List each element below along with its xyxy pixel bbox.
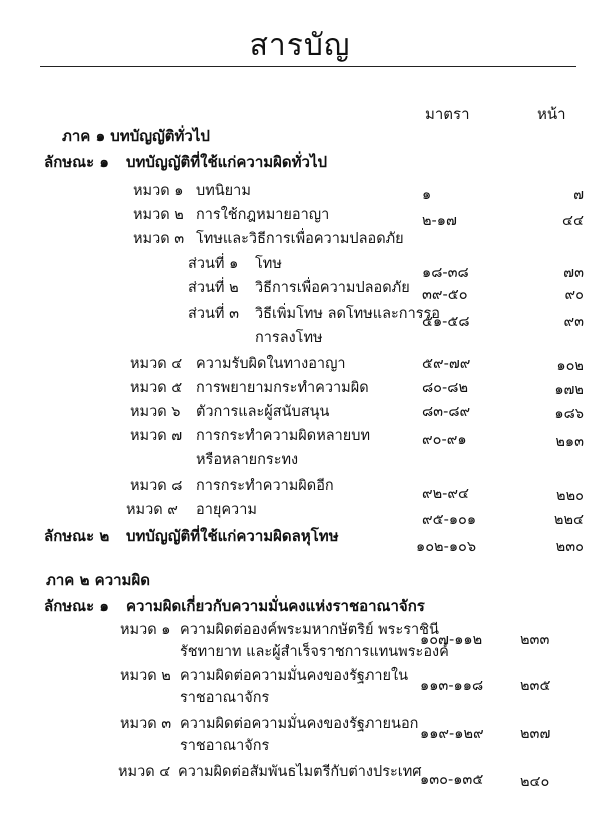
toc-line-chapter-4 — [0, 760, 600, 790]
chapter-text: ความผิดต่อองค์พระมหากษัตริย์ พระราชินี — [180, 622, 439, 638]
page-number: ๙๐ — [564, 287, 584, 303]
page-number: ๙๓ — [563, 314, 584, 330]
section-range: ๕๑-๕๘ — [422, 314, 470, 330]
chapter-label: หมวด ๗ — [130, 428, 183, 444]
toc-line-chapter-8 — [0, 474, 600, 504]
chapter-text: ตัวการและผู้สนับสนุน — [196, 404, 330, 420]
chapter-label: หมวด ๔ — [118, 764, 171, 780]
chapter-text: การกระทำความผิดหลายบท — [196, 428, 371, 444]
title-text: บทบัญญัติที่ใช้แก่ความผิดลหุโทษ — [126, 527, 339, 545]
subpart-label: ส่วนที่ ๑ — [188, 256, 239, 272]
section-range: ๑ — [422, 187, 432, 203]
subpart-text: วิธีเพิ่มโทษ ลดโทษและการรอ — [255, 306, 441, 322]
chapter-label: หมวด ๑ — [133, 183, 184, 199]
section-range: ๑๓๐-๑๓๕ — [420, 772, 484, 788]
chapter-text: ความรับผิดในทางอาญา — [196, 356, 346, 372]
page-number: ๗ — [573, 187, 584, 203]
toc-line-part-1 — [0, 124, 600, 146]
page-number: ๒๒๐ — [556, 488, 584, 504]
section-range: ๑๐๒-๑๐๖ — [416, 539, 477, 555]
chapter-text: การใช้กฎหมายอาญา — [196, 207, 330, 223]
continuation-text: หรือหลายกระทง — [196, 452, 299, 468]
section-range: ๕๙-๗๙ — [422, 356, 471, 372]
chapter-label: หมวด ๑ — [120, 622, 171, 638]
chapter-label: หมวด ๒ — [120, 668, 171, 684]
section-range: ๙๒-๙๔ — [422, 486, 470, 502]
section-range: ๘๓-๘๙ — [422, 404, 471, 420]
chapter-text: การพยายามกระทำความผิด — [196, 380, 369, 396]
continuation-text: รัชทายาท และผู้สำเร็จราชการแทนพระองค์ — [180, 644, 449, 660]
section-range: ๙๐-๙๑ — [422, 432, 467, 448]
continuation-text: ราชอาณาจักร — [180, 690, 270, 706]
chapter-label: หมวด ๕ — [130, 380, 183, 396]
title-text: บทบัญญัติที่ใช้แก่ความผิดทั่วไป — [126, 153, 328, 171]
toc-line-continuation — [0, 734, 600, 756]
section-range: ๘๐-๘๒ — [422, 380, 469, 396]
toc-line-chapter-5 — [0, 376, 600, 398]
section-range: ๓๙-๕๐ — [422, 287, 468, 303]
part-heading: ภาค ๑ บทบัญญัติทั่วไป — [62, 127, 210, 145]
section-range: ๑๑๙-๑๒๙ — [420, 726, 484, 742]
toc-line-continuation — [0, 326, 600, 348]
toc-line-continuation — [0, 640, 600, 662]
section-range: ๑๐๗-๑๑๒ — [420, 632, 483, 648]
chapter-label: หมวด ๒ — [133, 207, 184, 223]
section-range: ๙๕-๑๐๑ — [422, 512, 477, 528]
toc-line-chapter-4 — [0, 352, 600, 374]
toc-line-part-2 — [0, 568, 600, 590]
page-number: ๒๔๐ — [520, 774, 550, 790]
toc-line-continuation — [0, 448, 600, 470]
toc-line-chapter-9 — [0, 498, 600, 528]
page-number: ๑๐๒ — [556, 358, 584, 374]
chapter-text: การกระทำความผิดอีก — [196, 478, 334, 494]
title-text: ความผิดเกี่ยวกับความมั่นคงแห่งราชอาณาจักร — [126, 597, 425, 615]
part-heading: ภาค ๒ ความผิด — [46, 571, 150, 589]
toc-line-chapter-3 — [0, 712, 600, 742]
subpart-label: ส่วนที่ ๓ — [188, 306, 239, 322]
section-range: ๒-๑๗ — [422, 213, 457, 229]
section-range: ๑๘-๓๘ — [422, 265, 469, 281]
toc-line-chapter-1 — [0, 618, 600, 648]
page-number: ๒๓๓ — [520, 632, 550, 648]
chapter-label: หมวด ๓ — [120, 716, 172, 732]
toc-line-title-2-ranges — [0, 535, 600, 557]
toc-line-chapter-7 — [0, 424, 600, 450]
subpart-label: ส่วนที่ ๒ — [188, 280, 239, 296]
subpart-text: โทษ — [255, 256, 282, 272]
chapter-text: โทษและวิธีการเพื่อความปลอดภัย — [196, 231, 404, 247]
title-label: ลักษณะ ๒ — [44, 527, 110, 545]
page-number: ๔๔ — [562, 213, 584, 229]
toc-line-part-1-of-3 — [0, 252, 600, 281]
chapter-label: หมวด ๙ — [126, 502, 178, 518]
toc-line-part-3-of-3 — [0, 302, 600, 330]
toc-line-title-1 — [0, 150, 600, 172]
section-range: ๑๑๓-๑๑๘ — [420, 678, 484, 694]
chapter-text: ความผิดต่อสัมพันธไมตรีกับต่างประเทศ — [178, 764, 422, 780]
chapter-text: ความผิดต่อความมั่นคงของรัฐภายนอก — [180, 716, 419, 732]
page-number: ๑๘๖ — [554, 406, 584, 422]
page-number: ๑๗๒ — [554, 382, 584, 398]
continuation-text: การลงโทษ — [255, 330, 323, 346]
page-number: ๗๓ — [563, 265, 584, 281]
title-rule — [40, 66, 576, 67]
chapter-text: บทนิยาม — [196, 183, 251, 199]
toc-line-continuation — [0, 686, 600, 708]
chapter-label: หมวด ๖ — [130, 404, 181, 420]
chapter-text: ความผิดต่อความมั่นคงของรัฐภายใน — [180, 668, 409, 684]
toc-line-part-2-of-3 — [0, 276, 600, 303]
page-number: ๒๑๓ — [555, 434, 584, 450]
page-number: ๒๓๐ — [555, 539, 584, 555]
column-header-page: หน้า — [537, 105, 566, 123]
page-number: ๒๒๔ — [553, 512, 584, 528]
column-header-section: มาตรา — [425, 105, 470, 123]
chapter-label: หมวด ๓ — [133, 231, 185, 247]
chapter-label: หมวด ๔ — [130, 356, 183, 372]
toc-line-chapter-1 — [0, 179, 600, 201]
page-number: ๒๓๕ — [520, 678, 551, 694]
title-label: ลักษณะ ๑ — [44, 597, 109, 615]
chapter-text: อายุความ — [196, 502, 257, 518]
page-number: ๒๓๗ — [520, 726, 551, 742]
continuation-text: ราชอาณาจักร — [180, 738, 270, 754]
toc-line-title-1 — [0, 594, 600, 616]
toc-line-chapter-2 — [0, 664, 600, 694]
title-label: ลักษณะ ๑ — [44, 153, 109, 171]
subpart-text: วิธีการเพื่อความปลอดภัย — [255, 280, 410, 296]
toc-line-chapter-6 — [0, 400, 600, 422]
chapter-label: หมวด ๘ — [130, 478, 183, 494]
toc-title: สารบัญ — [249, 28, 351, 63]
toc-line-chapter-2 — [0, 203, 600, 229]
toc-line-chapter-3 — [0, 227, 600, 249]
